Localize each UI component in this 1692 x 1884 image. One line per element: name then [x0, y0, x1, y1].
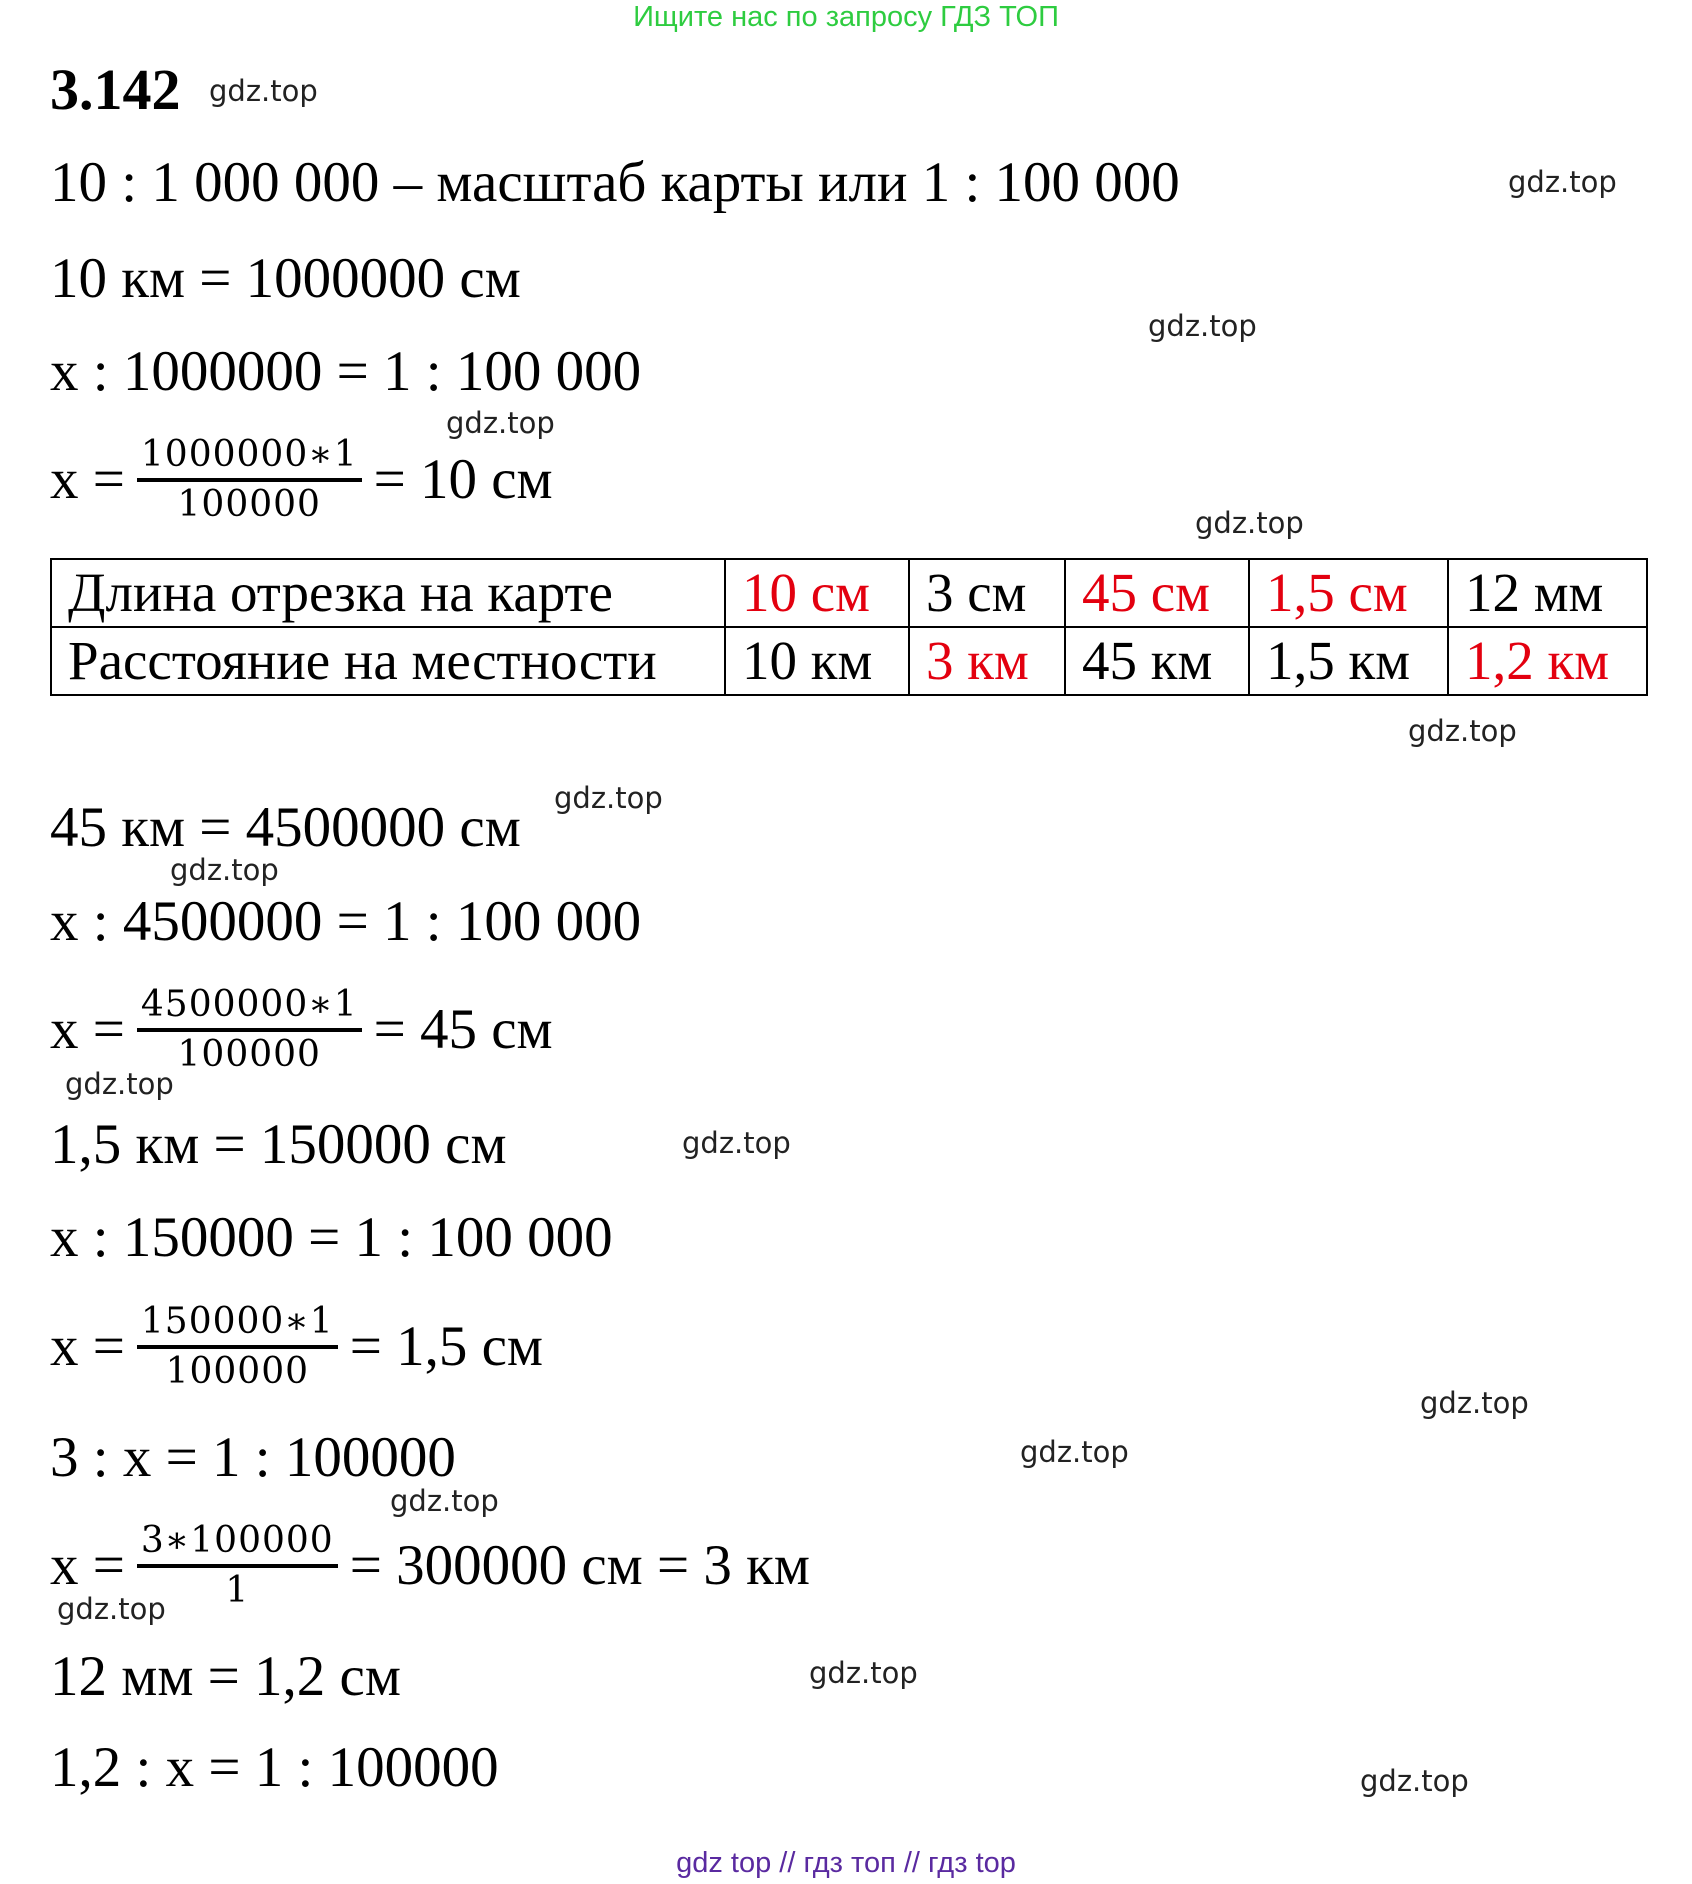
- table-row-ground-distance: [51, 627, 1647, 695]
- row-label-map-length: Длина отрезка на карте: [51, 559, 725, 627]
- proportion-5: 1,2 : x = 1 : 100000: [50, 1736, 499, 1799]
- fraction: [137, 1299, 338, 1395]
- watermark: gdz.top: [1360, 1764, 1469, 1798]
- scale-table: [50, 558, 1648, 696]
- fraction-denominator: 1: [225, 1570, 250, 1611]
- table-row-map-length: [51, 559, 1647, 627]
- fraction-denominator: 100000: [165, 1351, 310, 1392]
- fraction-result: = 1,5 см: [349, 1315, 543, 1378]
- table-cell: 10 км: [725, 627, 909, 695]
- task-number: 3.142: [50, 57, 181, 122]
- proportion-2: x : 4500000 = 1 : 100 000: [50, 890, 642, 953]
- conversion-12mm: 12 мм = 1,2 см: [50, 1645, 401, 1708]
- proportion-4: 3 : x = 1 : 100000: [50, 1426, 456, 1489]
- watermark: gdz.top: [390, 1484, 499, 1518]
- watermark: gdz.top: [209, 74, 318, 108]
- fraction-line-3: [50, 1299, 543, 1395]
- watermark: gdz.top: [1420, 1386, 1529, 1420]
- fraction-prefix: x =: [50, 448, 125, 511]
- fraction: [137, 982, 362, 1078]
- footer-text: gdz top // гдз топ // гдз top: [676, 1847, 1016, 1879]
- fraction-numerator: 1000000∗1: [137, 432, 362, 482]
- table-cell: 45 км: [1065, 627, 1249, 695]
- table-cell: 3 км: [909, 627, 1065, 695]
- fraction-numerator: 3∗100000: [137, 1518, 338, 1568]
- watermark: gdz.top: [57, 1592, 166, 1626]
- fraction-line-1: [50, 432, 553, 528]
- watermark: gdz.top: [554, 781, 663, 815]
- table-cell: 1,5 см: [1249, 559, 1448, 627]
- fraction: [137, 1518, 338, 1614]
- scale-line: 10 : 1 000 000 – масштаб карты или 1 : 100 000: [50, 151, 1180, 214]
- conversion-45km: 45 км = 4500000 см: [50, 796, 521, 859]
- watermark: gdz.top: [170, 853, 279, 887]
- fraction-prefix: x =: [50, 1315, 125, 1378]
- watermark: gdz.top: [682, 1126, 791, 1160]
- watermark: gdz.top: [65, 1067, 174, 1101]
- watermark: gdz.top: [809, 1656, 918, 1690]
- table-cell: 1,5 км: [1249, 627, 1448, 695]
- table-cell: 3 см: [909, 559, 1065, 627]
- watermark: gdz.top: [446, 406, 555, 440]
- watermark: gdz.top: [1508, 165, 1617, 199]
- fraction-numerator: 150000∗1: [137, 1299, 338, 1349]
- fraction-prefix: x =: [50, 998, 125, 1061]
- table-cell: 1,2 км: [1448, 627, 1647, 695]
- fraction-numerator: 4500000∗1: [137, 982, 362, 1032]
- fraction-denominator: 100000: [177, 1034, 321, 1075]
- proportion-3: x : 150000 = 1 : 100 000: [50, 1206, 613, 1269]
- fraction-result: = 10 см: [373, 448, 553, 511]
- fraction-line-2: [50, 982, 553, 1078]
- fraction-prefix: x =: [50, 1534, 125, 1597]
- table-cell: 45 см: [1065, 559, 1249, 627]
- watermark: gdz.top: [1408, 714, 1517, 748]
- conversion-15km: 1,5 км = 150000 см: [50, 1113, 507, 1176]
- watermark: gdz.top: [1148, 309, 1257, 343]
- watermark: gdz.top: [1020, 1435, 1129, 1469]
- proportion-1: x : 1000000 = 1 : 100 000: [50, 340, 642, 403]
- conversion-10km: 10 км = 1000000 см: [50, 247, 521, 310]
- fraction-denominator: 100000: [177, 484, 321, 525]
- fraction-result: = 45 см: [373, 998, 553, 1061]
- table-cell: 12 мм: [1448, 559, 1647, 627]
- top-banner: Ищите нас по запросу ГДЗ ТОП: [633, 1, 1059, 33]
- table-cell: 10 см: [725, 559, 909, 627]
- fraction-result: = 300000 см = 3 км: [349, 1534, 810, 1597]
- row-label-ground-distance: Расстояние на местности: [51, 627, 725, 695]
- fraction: [137, 432, 362, 528]
- watermark: gdz.top: [1195, 506, 1304, 540]
